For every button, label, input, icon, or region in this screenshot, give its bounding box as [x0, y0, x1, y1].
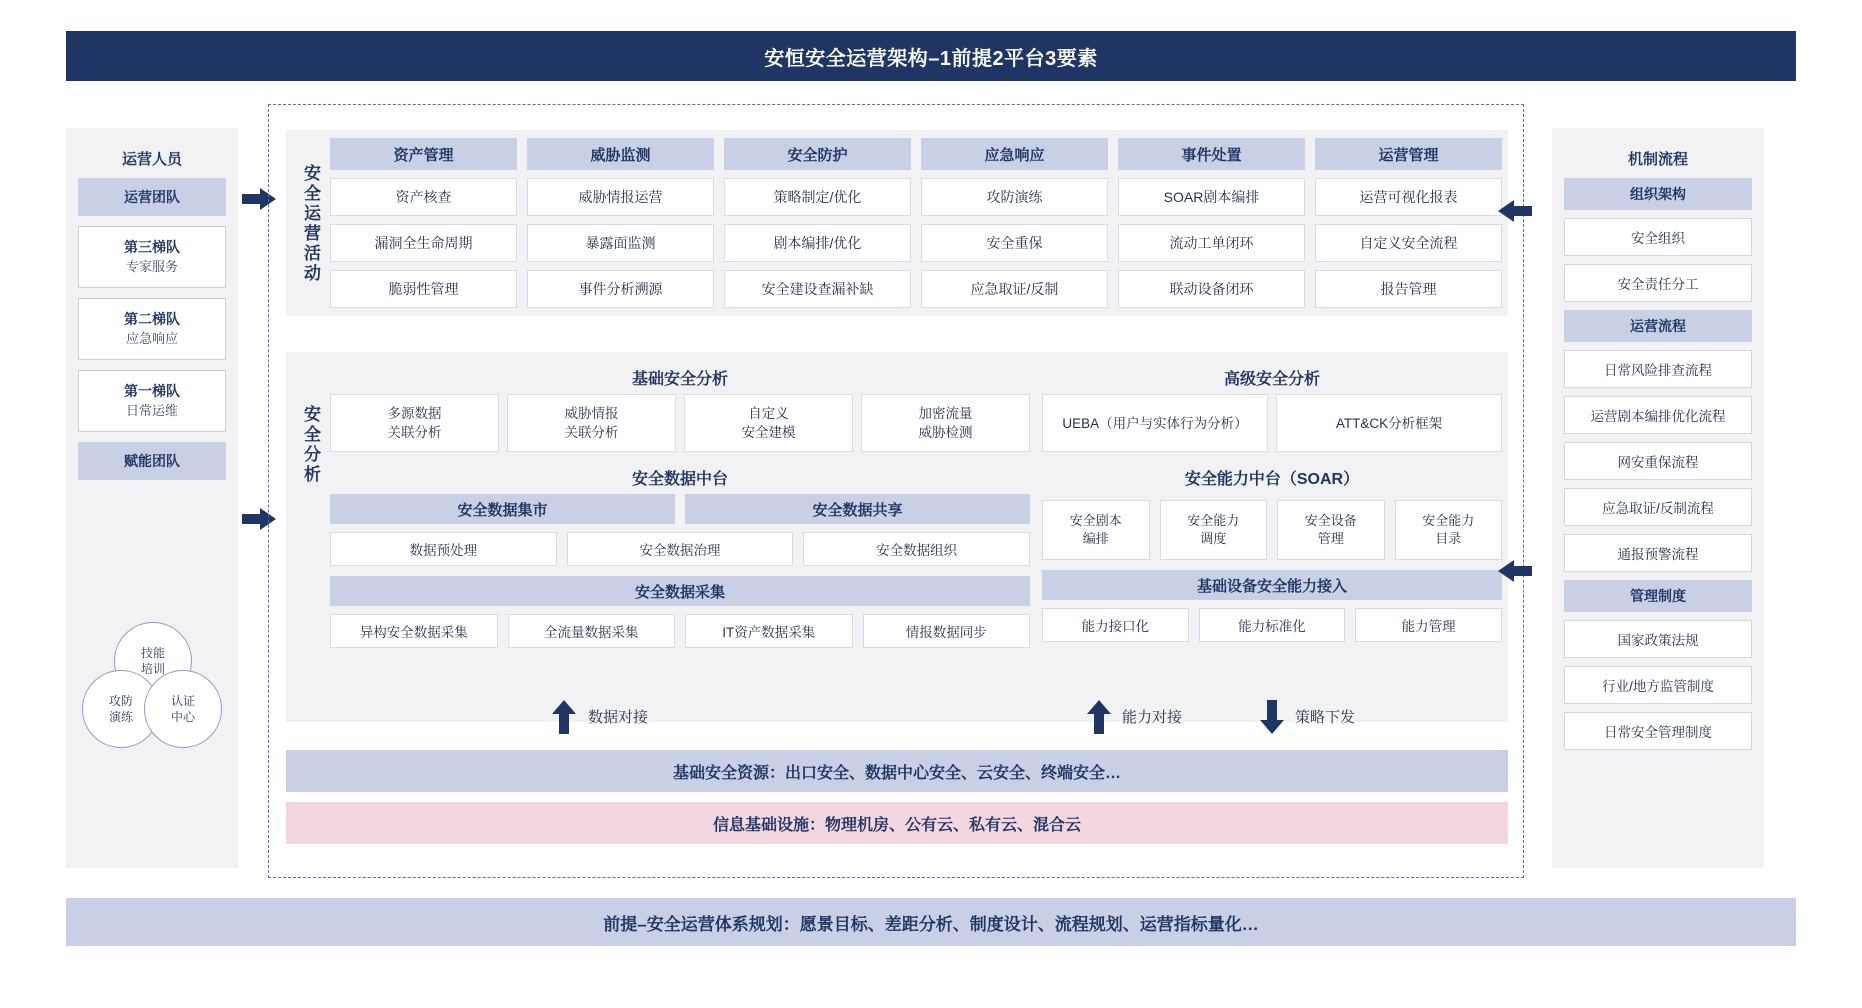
activity-item: 脆弱性管理 — [330, 270, 517, 308]
skills-venn — [82, 622, 222, 742]
analysis-side-label: 安全分析 — [301, 405, 320, 485]
activity-column-threat — [527, 138, 714, 308]
capability-cell — [1395, 500, 1503, 560]
activity-head: 安全防护 — [724, 138, 911, 170]
right-item: 国家政策法规 — [1564, 620, 1752, 658]
left-heading: 运营人员 — [121, 150, 182, 168]
capability-access-cell: 能力接口化 — [1042, 608, 1189, 642]
venn-line2: 演练 — [108, 710, 133, 724]
cell-line: 多源数据 — [387, 406, 442, 421]
venn-line1: 技能 — [140, 646, 165, 660]
right-item: 应急取证/反制流程 — [1564, 488, 1752, 526]
tier-name: 第一梯队 — [124, 383, 180, 399]
activities-side-label: 安全运营活动 — [301, 164, 320, 284]
arrow-up-icon — [1087, 700, 1111, 734]
data-collect-band: 安全数据采集 — [330, 576, 1030, 606]
activity-head: 威胁监测 — [527, 138, 714, 170]
basic-analysis-cell — [507, 394, 676, 452]
capability-access-cell: 能力标准化 — [1199, 608, 1346, 642]
activity-item: 运营可视化报表 — [1315, 178, 1502, 216]
right-item: 安全组织 — [1564, 218, 1752, 256]
data-share-band: 安全数据共享 — [685, 494, 1030, 524]
security-resource-bar: 基础安全资源：出口安全、数据中心安全、云安全、终端安全… — [286, 750, 1508, 792]
activity-column-emergency — [921, 138, 1108, 308]
data-collect-cell: 异构安全数据采集 — [330, 614, 498, 648]
venn-line2: 中心 — [170, 710, 195, 724]
activity-item: 策略制定/优化 — [724, 178, 911, 216]
data-collect-cell: IT资产数据采集 — [685, 614, 853, 648]
activity-head: 运营管理 — [1315, 138, 1502, 170]
basic-analysis-block — [330, 360, 1030, 452]
capability-cell — [1042, 500, 1150, 560]
tier-desc: 专家服务 — [125, 259, 178, 274]
activity-head: 应急响应 — [921, 138, 1108, 170]
activity-column-incident — [1118, 138, 1305, 308]
arrow-left-icon — [1498, 560, 1532, 582]
right-item: 安全责任分工 — [1564, 264, 1752, 302]
basic-analysis-cell — [330, 394, 499, 452]
advanced-analysis-cell: ATT&CK分析框架 — [1276, 394, 1502, 452]
venn-line2: 培训 — [140, 662, 165, 676]
data-collect-cell: 全流量数据采集 — [508, 614, 676, 648]
cell-line: 调度 — [1200, 531, 1227, 546]
data-platform-title: 安全数据中台 — [631, 470, 728, 488]
venn-circle-certification — [144, 670, 222, 748]
right-band-management-system: 管理制度 — [1564, 580, 1752, 612]
tier-name: 第二梯队 — [124, 311, 180, 327]
cell-line: 加密流量 — [918, 406, 973, 421]
capability-cell — [1277, 500, 1385, 560]
flow-label-data-docking: 数据对接 — [588, 709, 649, 726]
data-market-band: 安全数据集市 — [330, 494, 675, 524]
arrow-up-icon — [552, 700, 576, 734]
cell-line: 安全设备 — [1304, 513, 1357, 528]
activity-column-protection — [724, 138, 911, 308]
activity-item: SOAR剧本编排 — [1118, 178, 1305, 216]
activity-item: 安全建设查漏补缺 — [724, 270, 911, 308]
cell-line: 安全能力 — [1422, 513, 1475, 528]
tier-card — [78, 226, 226, 288]
tier-card — [78, 370, 226, 432]
activity-item: 应急取证/反制 — [921, 270, 1108, 308]
cell-line: 安全剧本 — [1069, 513, 1122, 528]
basic-analysis-title: 基础安全分析 — [631, 370, 728, 388]
capability-access-cell: 能力管理 — [1355, 608, 1502, 642]
cell-line: 自定义 — [748, 406, 789, 421]
tier-name: 第三梯队 — [124, 239, 180, 255]
data-platform-cell: 安全数据组织 — [803, 532, 1030, 566]
activity-item: 暴露面监测 — [527, 224, 714, 262]
activity-item: 安全重保 — [921, 224, 1108, 262]
activity-item: 报告管理 — [1315, 270, 1502, 308]
capability-platform-block — [1042, 462, 1502, 648]
activity-item: 剧本编排/优化 — [724, 224, 911, 262]
activity-item: 流动工单闭环 — [1118, 224, 1305, 262]
data-collect-cell: 情报数据同步 — [863, 614, 1031, 648]
activities-grid — [330, 138, 1502, 308]
activity-head: 事件处置 — [1118, 138, 1305, 170]
cell-line: 目录 — [1435, 531, 1462, 546]
capability-access-band: 基础设备安全能力接入 — [1042, 570, 1502, 600]
activity-item: 事件分析溯源 — [527, 270, 714, 308]
activity-item: 攻防演练 — [921, 178, 1108, 216]
flow-arrow-row — [330, 700, 1502, 738]
right-item: 日常风险排查流程 — [1564, 350, 1752, 388]
right-heading: 机制流程 — [1627, 150, 1688, 168]
infrastructure-bar: 信息基础设施：物理机房、公有云、私有云、混合云 — [286, 802, 1508, 844]
activity-item: 漏洞全生命周期 — [330, 224, 517, 262]
activity-item: 自定义安全流程 — [1315, 224, 1502, 262]
arrow-left-icon — [1498, 200, 1532, 222]
cell-line: 关联分析 — [564, 425, 619, 440]
capability-platform-title: 安全能力中台（SOAR） — [1184, 470, 1360, 488]
basic-analysis-cell — [684, 394, 853, 452]
tier-card — [78, 298, 226, 360]
activity-column-asset — [330, 138, 517, 308]
venn-line1: 认证 — [170, 694, 195, 708]
right-item: 日常安全管理制度 — [1564, 712, 1752, 750]
capability-cell — [1160, 500, 1268, 560]
left-band-operations-team: 运营团队 — [78, 178, 226, 216]
tier-desc: 日常运维 — [125, 403, 178, 418]
advanced-analysis-block — [1042, 360, 1502, 452]
data-platform-cell: 数据预处理 — [330, 532, 557, 566]
cell-line: 编排 — [1082, 531, 1109, 546]
flow-label-policy-delivery: 策略下发 — [1295, 709, 1356, 726]
basic-analysis-cell — [861, 394, 1030, 452]
right-band-organization: 组织架构 — [1564, 178, 1752, 210]
mechanism-process-panel — [1552, 128, 1764, 868]
activity-column-management — [1315, 138, 1502, 308]
cell-line: 安全建模 — [741, 425, 796, 440]
page-title: 安恒安全运营架构–1前提2平台3要素 — [66, 31, 1796, 81]
cell-line: 威胁情报 — [564, 406, 619, 421]
cell-line: 管理 — [1317, 531, 1344, 546]
cell-line: 关联分析 — [387, 425, 442, 440]
footer-premise-bar: 前提–安全运营体系规划：愿景目标、差距分析、制度设计、流程规划、运营指标量化… — [66, 898, 1796, 946]
right-item: 运营剧本编排优化流程 — [1564, 396, 1752, 434]
analysis-content — [330, 360, 1502, 648]
data-platform-block — [330, 462, 1030, 648]
arrow-down-icon — [1260, 700, 1284, 734]
advanced-analysis-title: 高级安全分析 — [1223, 370, 1320, 388]
cell-line: 威胁检测 — [918, 425, 973, 440]
tier-desc: 应急响应 — [125, 331, 178, 346]
data-platform-cell: 安全数据治理 — [567, 532, 794, 566]
activity-item: 资产核查 — [330, 178, 517, 216]
cell-line: 安全能力 — [1187, 513, 1240, 528]
left-band-enabling-team: 赋能团队 — [78, 442, 226, 480]
right-band-operation-process: 运营流程 — [1564, 310, 1752, 342]
venn-line1: 攻防 — [108, 694, 133, 708]
advanced-analysis-cell: UEBA（用户与实体行为分析） — [1042, 394, 1268, 452]
activity-item: 联动设备闭环 — [1118, 270, 1305, 308]
right-item: 行业/地方监管制度 — [1564, 666, 1752, 704]
flow-label-capability-docking: 能力对接 — [1122, 709, 1183, 726]
right-item: 通报预警流程 — [1564, 534, 1752, 572]
operations-personnel-panel — [66, 128, 238, 868]
activity-item: 威胁情报运营 — [527, 178, 714, 216]
activity-head: 资产管理 — [330, 138, 517, 170]
right-item: 网安重保流程 — [1564, 442, 1752, 480]
